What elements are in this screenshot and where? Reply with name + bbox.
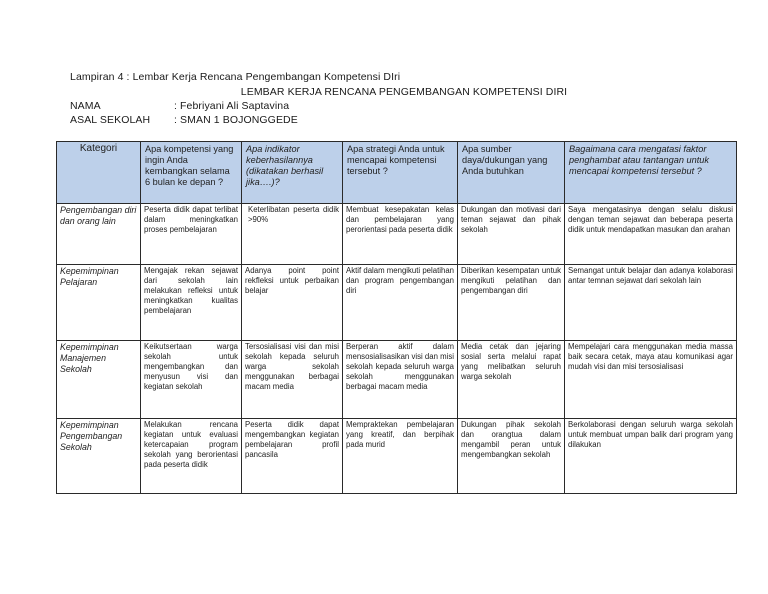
table-row bbox=[57, 204, 737, 265]
sumber-cell: Dukungan pihak sekolah dan orangtua dalam mengambil peran untuk mengembangkan sekolah bbox=[458, 419, 565, 494]
kategori-cell: Pengembangan diri dan orang lain bbox=[57, 204, 141, 265]
column-header-sumber: Apa sumber daya/dukungan yang Anda butuhkan bbox=[458, 142, 565, 204]
kompetensi-cell: Keikutsertaan warga sekolah untuk mengembangkan dan menyusun visi dan kegiatan sekolah bbox=[141, 341, 242, 419]
column-header-mengatasi: Bagaimana cara mengatasi faktor penghambat atau tantangan untuk mencapai kompetensi tersebut ? bbox=[565, 142, 737, 204]
kategori-cell: Kepemimpinan Pelajaran bbox=[57, 265, 141, 341]
table-row bbox=[57, 341, 737, 419]
sumber-cell: Media cetak dan jejaring sosial serta melalui rapat yang melibatkan seluruh warga sekolah bbox=[458, 341, 565, 419]
indikator-cell: Adanya point point rekfleksi untuk perbaikan belajar bbox=[242, 265, 343, 341]
kompetensi-cell: Melakukan rencana kegiatan untuk evaluasi ketercapaian program sekolah yang berorientasi pada peserta didik bbox=[141, 419, 242, 494]
kategori-cell: Kepemimpinan Manajemen Sekolah bbox=[57, 341, 141, 419]
mengatasi-cell: Semangat untuk belajar dan adanya kolaborasi antar temnan sejawat dari sekolah lain bbox=[565, 265, 737, 341]
page-title: LEMBAR KERJA RENCANA PENGEMBANGAN KOMPETENSI DIRI bbox=[240, 86, 568, 98]
sekolah-value: : SMAN 1 BOJONGGEDE bbox=[174, 114, 298, 126]
lampiran-heading: Lampiran 4 : Lembar Kerja Rencana Pengembangan Kompetensi DIri bbox=[70, 71, 401, 83]
strategi-cell: Aktif dalam mengikuti pelatihan dan program pengembangan diri bbox=[343, 265, 458, 341]
nama-value: : Febriyani Ali Saptavina bbox=[174, 100, 290, 112]
sekolah-label: ASAL SEKOLAH bbox=[70, 114, 151, 126]
sumber-cell: Dukungan dan motivasi dari teman sejawat dan pihak sekolah bbox=[458, 204, 565, 265]
mengatasi-cell: Berkolaborasi dengan seluruh warga sekolah untuk membuat umpan balik dari program yang dilakukan bbox=[565, 419, 737, 494]
table-row bbox=[57, 419, 737, 494]
mengatasi-cell: Mempelajari cara menggunakan media massa baik secara cetak, maya atau komunikasi agar mudah visi dan misi tersosialisasi bbox=[565, 341, 737, 419]
indikator-cell: Tersosialisasi visi dan misi sekolah kepada seluruh warga sekolah menggunakan berbagai macam media bbox=[242, 341, 343, 419]
table-row bbox=[57, 265, 737, 341]
column-header-indikator: Apa indikator keberhasilannya (dikatakan berhasil jika….)? bbox=[242, 142, 343, 204]
column-header-kompetensi: Apa kompetensi yang ingin Anda kembangkan selama 6 bulan ke depan ? bbox=[141, 142, 242, 204]
sumber-cell: Diberikan kesempatan untuk mengikuti pelatihan dan pengembangan diri bbox=[458, 265, 565, 341]
column-header-strategi: Apa strategi Anda untuk mencapai kompetensi tersebut ? bbox=[343, 142, 458, 204]
strategi-cell: Mempraktekan pembelajaran yang kreatif, dan berpihak pada murid bbox=[343, 419, 458, 494]
kategori-cell: Kepemimpinan Pengembangan Sekolah bbox=[57, 419, 141, 494]
nama-label: NAMA bbox=[70, 100, 101, 112]
indikator-cell: Peserta didik dapat mengembangkan kegiatan pembelajaran profil pancasila bbox=[242, 419, 343, 494]
column-header-kategori: Kategori bbox=[57, 142, 141, 204]
indikator-cell: Keterlibatan peserta didik >90% bbox=[242, 204, 343, 265]
kompetensi-cell: Mengajak rekan sejawat dari sekolah lain melakukan refleksi untuk meningkatkan kualitas pembelajaran bbox=[141, 265, 242, 341]
strategi-cell: Berperan aktif dalam mensosialisasikan visi dan misi sekolah kepada seluruh warga sekolah menggunakan berbagai macam media bbox=[343, 341, 458, 419]
competency-plan-table bbox=[56, 141, 737, 494]
kompetensi-cell: Peserta didik dapat terlibat dalam meningkatkan proses pembelajaran bbox=[141, 204, 242, 265]
mengatasi-cell: Saya mengatasinya dengan selalu diskusi dengan teman sejawat dan beberapa peserta didik untuk mendapatkan masukan dan arahan bbox=[565, 204, 737, 265]
strategi-cell: Membuat kesepakatan kelas dan pembelajaran yang perorientasi pada peserta didik bbox=[343, 204, 458, 265]
table-header-row bbox=[57, 142, 737, 204]
